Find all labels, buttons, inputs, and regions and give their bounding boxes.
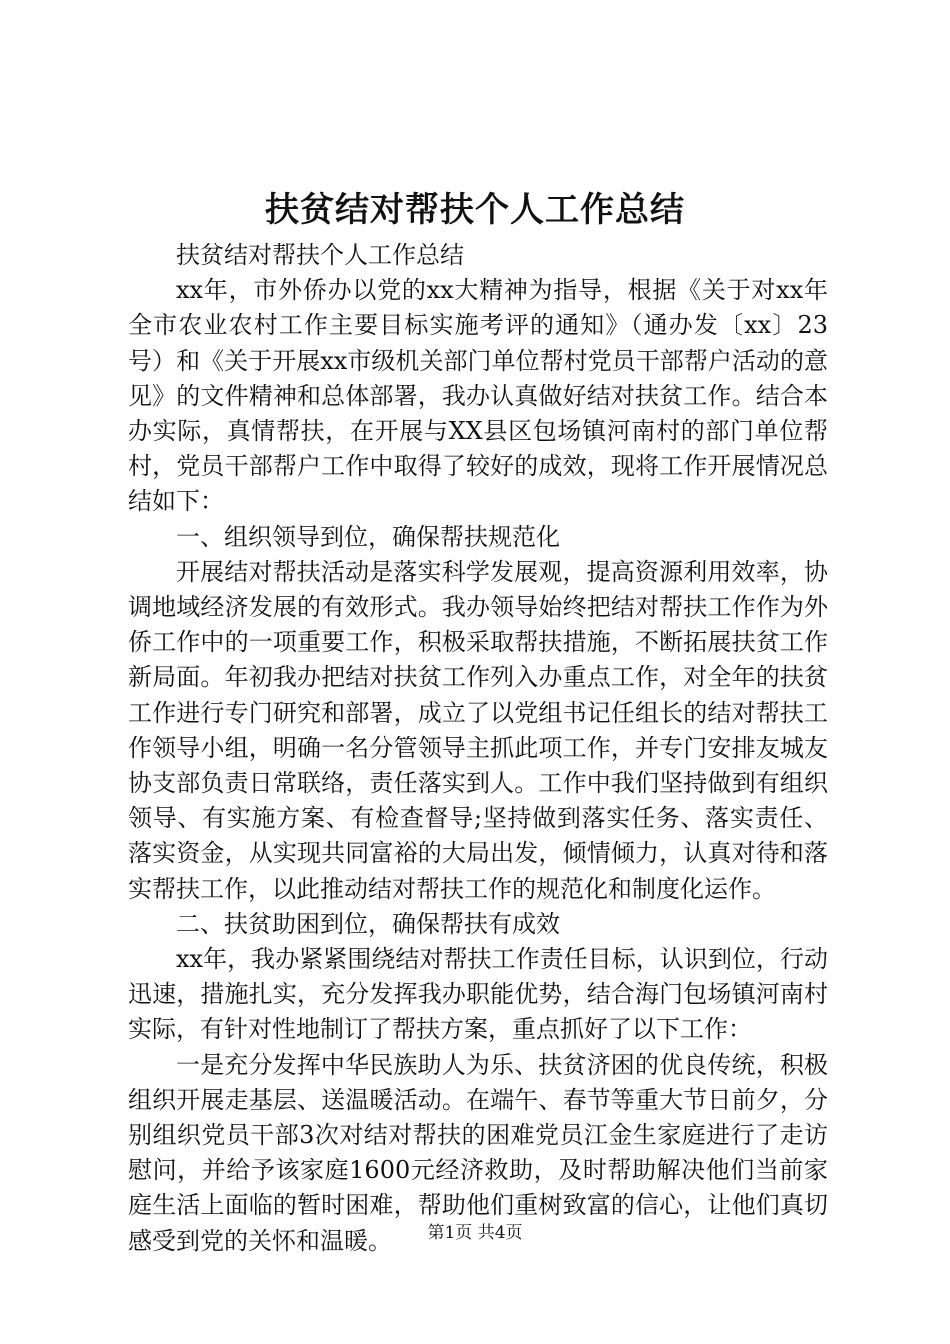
subtitle-paragraph: 扶贫结对帮扶个人工作总结 [176, 241, 464, 269]
section-heading-1: 一、组织领导到位，确保帮扶规范化 [176, 522, 560, 551]
section-heading-2: 二、扶贫助困到位，确保帮扶有成效 [176, 909, 560, 938]
section-1-paragraph: 开展结对帮扶活动是落实科学发展观，提高资源利用效率，协调地域经济发展的有效形式。我办领导始终把结对帮扶工作作为外侨工作中的一项重要工作，积极采取帮扶措施，不断拓展扶贫工作新局面。年初我办把结对扶贫工作列入办重点工作，对全年的扶贫工作进行专门研究和部署，成立了以党组书记任组长的结对帮扶工作领导小组，明确一名分管领导主抓此项工作，并专门安排友城友协支部负责日常联络，责任落实到人。工作中我们坚持做到有组织领导、有实施方案、有检查督导;坚持做到落实任务、落实责任、落实资金，从实现共同富裕的大局出发，倾情倾力，认真对待和落实帮扶工作，以此推动结对帮扶工作的规范化和制度化运作。 [128, 557, 828, 903]
document-body [128, 238, 828, 1259]
section-2-paragraph: xx年，我办紧紧围绕结对帮扶工作责任目标，认识到位，行动迅速，措施扎实，充分发挥我办职能优势，结合海门包场镇河南村实际，有针对性地制订了帮扶方案，重点抓好了以下工作： [128, 945, 828, 1044]
page-footer: 第1页 共4页 [427, 1223, 523, 1243]
document-title: 扶贫结对帮扶个人工作总结 [265, 190, 685, 230]
intro-paragraph: xx年，市外侨办以党的xx大精神为指导，根据《关于对xx年全市农业农村工作主要目标实施考评的通知》（通办发〔xx〕23号）和《关于开展xx市级机关部门单位帮村党员干部帮户活动的意见》的文件精神和总体部署，我办认真做好结对扶贫工作。结合本办实际，真情帮扶，在开展与XX县区包场镇河南村的部门单位帮村，党员干部帮户工作中取得了较好的成效，现将工作开展情况总结如下： [128, 276, 828, 516]
section-2-item-1-paragraph: 一是充分发挥中华民族助人为乐、扶贫济困的优良传统，积极组织开展走基层、送温暖活动。在端午、春节等重大节日前夕，分别组织党员干部3次对结对帮扶的困难党员江金生家庭进行了走访慰问，并给予该家庭1600元经济救助，及时帮助解决他们当前家庭生活上面临的暂时困难，帮助他们重树致富的信心，让他们真切感受到党的关怀和温暖。 [128, 1050, 828, 1255]
